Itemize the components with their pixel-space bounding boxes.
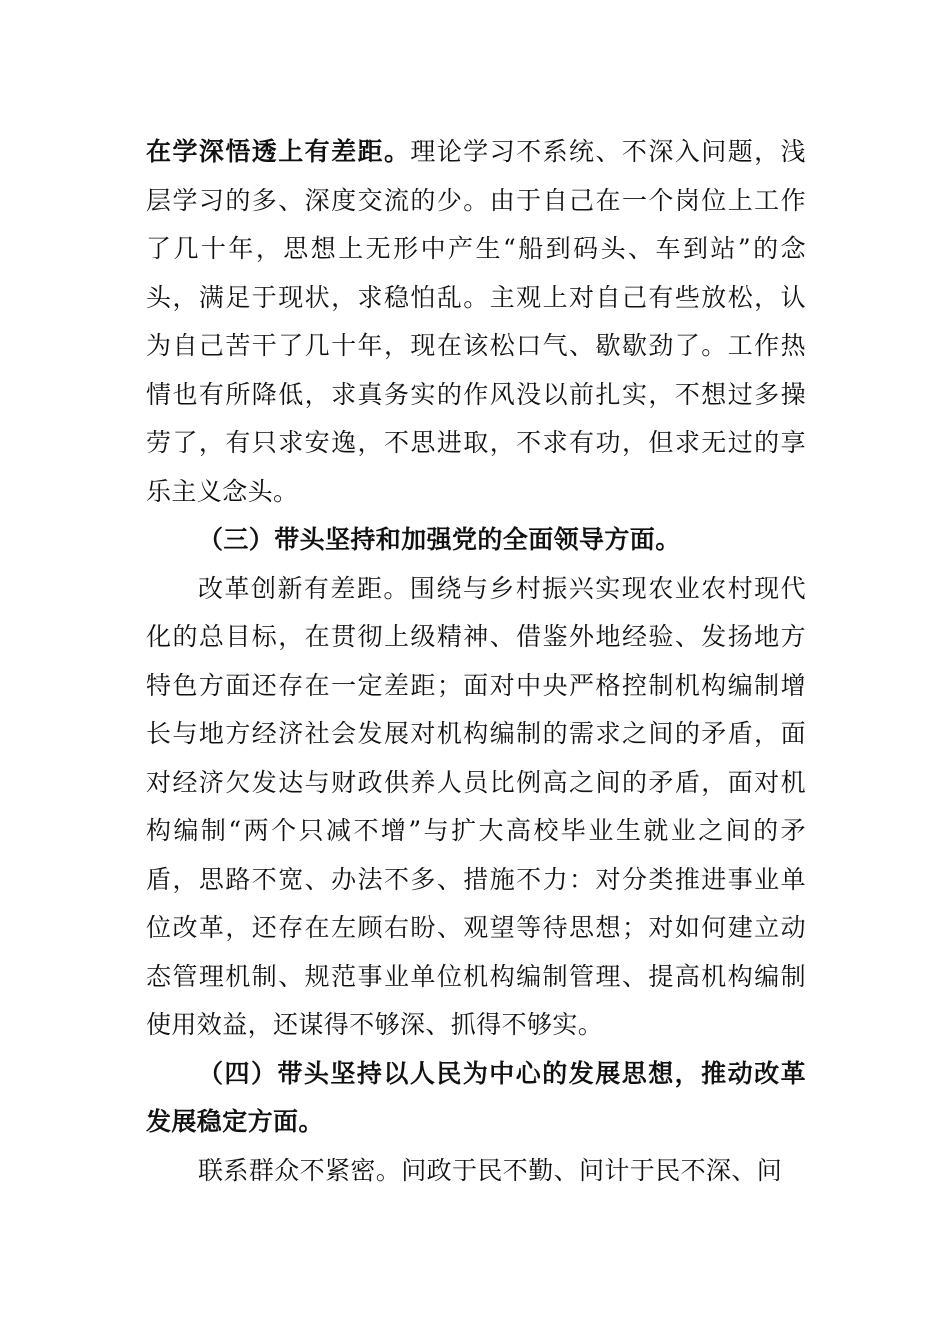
paragraph-reform-gap: 改革创新有差距。围绕与乡村振兴实现农业农村现代化的总目标，在贯彻上级精神、借鉴外地经验、发扬地方特色方面还存在一定差距；面对中央严格控制机构编制增长与地方经济社会发展对机构编制的需求之间的矛盾，面对经济欠发达与财政供养人员比例高之间的矛盾，面对机构编制“两个只减不增”与扩大高校毕业生就业之间的矛盾，思路不宽、办法不多、措施不力：对分类推进事业单位改革，还存在左顾右盼、观望等待思想；对如何建立动态管理机制、规范事业单位机构编制管理、提高机构编制使用效益，还谋得不够深、抓得不够实。 [146,573,806,1039]
paragraph-mass-contact: 联系群众不紧密。问政于民不勤、问计于民不深、问 [198,1155,783,1185]
section-heading-4: （四）带头坚持以人民为中心的发展思想，推动改革发展稳定方面。 [146,1058,806,1136]
paragraph-study-gap [146,128,806,516]
document-body [146,128,806,1195]
paragraph-text: 理论学习不系统、不深入问题，浅层学习的多、深度交流的少。由于自己在一个岗位上工作了几十年，思想上无形中产生“船到码头、车到站”的念头，满足于现状，求稳怕乱。主观上对自己有些放松，认为自己苦干了几十年，现在该松口气、歇歇劲了。工作热情也有所降低，求真务实的作风没以前扎实，不想过多操劳了，有只求安逸，不思进取，不求有功，但求无过的享乐主义念头。 [146,137,806,506]
section-heading-3: （三）带头坚持和加强党的全面领导方面。 [198,525,681,554]
paragraph-lead: 在学深悟透上有差距。 [146,137,411,166]
